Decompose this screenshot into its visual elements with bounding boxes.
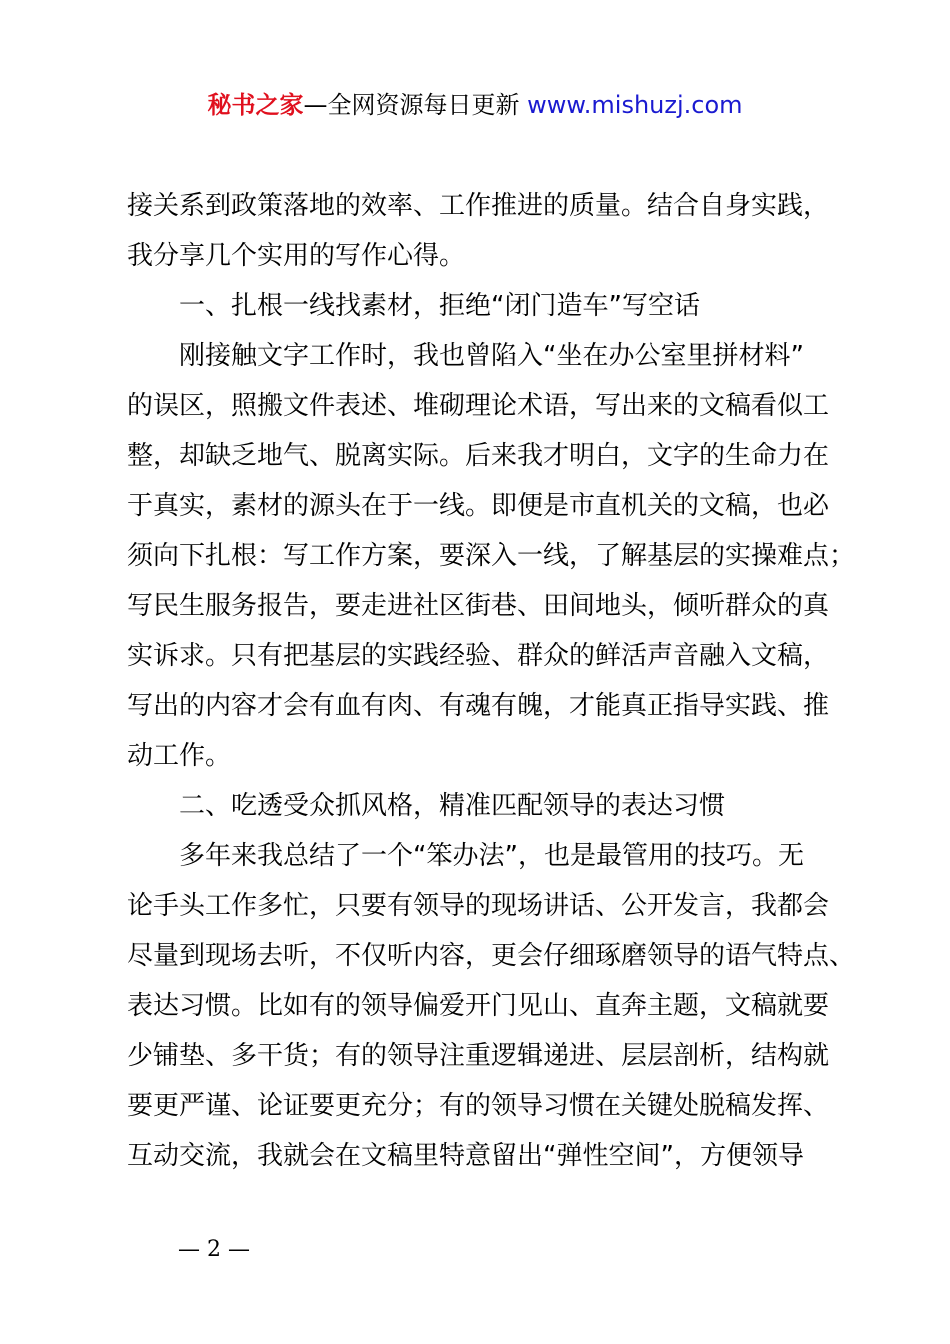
header-slogan: —全网资源每日更新 [303,91,520,119]
text-line: 互动交流，我就会在文稿里特意留出“弹性空间”，方便领导 [127,1141,804,1171]
text-line: 接关系到政策落地的效率、工作推进的质量。结合自身实践， [127,191,830,221]
text-line: 我分享几个实用的写作心得。 [127,241,466,271]
text-line: 动工作。 [127,741,232,771]
text-line: 于真实，素材的源头在于一线。即便是市直机关的文稿，也必 [127,491,830,521]
text-line: 须向下扎根：写工作方案，要深入一线，了解基层的实操难点； [127,541,856,571]
section-heading: 二、吃透受众抓风格，精准匹配领导的表达习惯 [179,791,726,821]
text-line: 要更严谨、论证要更充分；有的领导习惯在关键处脱稿发挥、 [127,1091,830,1121]
text-line: 实诉求。只有把基层的实践经验、群众的鲜活声音融入文稿， [127,641,830,671]
text-line: 少铺垫、多干货；有的领导注重逻辑递进、层层剖析，结构就 [127,1041,830,1071]
brand-name: 秘书之家 [207,91,304,119]
text-line: 写民生服务报告，要走进社区街巷、田间地头，倾听群众的真 [127,591,830,621]
text-line: 写出的内容才会有血有肉、有魂有魄，才能真正指导实践、推 [127,691,830,721]
page-number: — 2 — [178,1237,250,1262]
text-line: 多年来我总结了一个“笨办法”，也是最管用的技巧。无 [179,841,804,871]
section-heading: 一、扎根一线找素材，拒绝“闭门造车”写空话 [179,291,700,321]
page-header [0,88,950,122]
website-link[interactable]: www.mishuzj.com [527,91,743,119]
text-line: 整，却缺乏地气、脱离实际。后来我才明白，文字的生命力在 [127,441,830,471]
text-line: 表达习惯。比如有的领导偏爱开门见山、直奔主题，文稿就要 [127,991,830,1021]
text-line: 论手头工作多忙，只要有领导的现场讲话、公开发言，我都会 [127,891,830,921]
body-text [127,181,856,1181]
text-line: 尽量到现场去听，不仅听内容，更会仔细琢磨领导的语气特点、 [127,941,856,971]
text-line: 的误区，照搬文件表述、堆砌理论术语，写出来的文稿看似工 [127,391,830,421]
text-line: 刚接触文字工作时，我也曾陷入“坐在办公室里拼材料” [179,341,804,371]
